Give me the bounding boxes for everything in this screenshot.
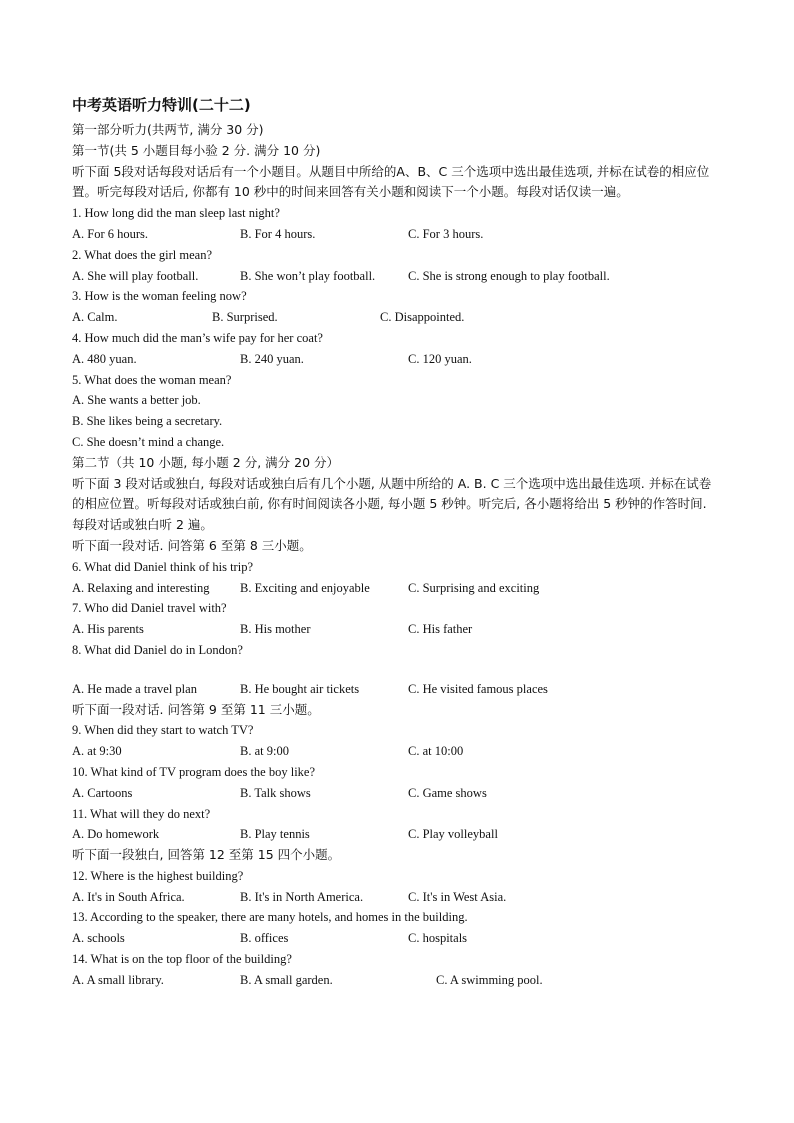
option-b[interactable]: B. His mother bbox=[240, 622, 311, 637]
option-a[interactable]: A. He made a travel plan bbox=[72, 681, 197, 696]
options-12 bbox=[72, 887, 722, 908]
section2-instructions: 听下面 3 段对话或独白, 每段对话或独白后有几个小题, 从题中所给的 A. B. C 三个选项中选出最佳选项. 并标在试卷的相应位置。听每段对话或独白前, 你有时间阅读各小题, 每小题 5 秒钟。听完后, 各小题将给出 5 秒钟的作答时间. 每段对话或独白听 2 遍。 bbox=[72, 475, 712, 533]
exam-page bbox=[72, 94, 722, 991]
option-a[interactable]: A. For 6 hours. bbox=[72, 226, 149, 241]
option-b[interactable]: B. 240 yuan. bbox=[240, 351, 304, 366]
options-1 bbox=[72, 224, 722, 245]
options-4 bbox=[72, 349, 722, 370]
question-8: 8. What did Daniel do in London? bbox=[72, 642, 243, 657]
exam-title: 中考英语听力特训(二十二) bbox=[72, 96, 251, 114]
option-c[interactable]: C. hospitals bbox=[408, 931, 468, 946]
option-c[interactable]: C. Disappointed. bbox=[380, 310, 465, 325]
options-10 bbox=[72, 783, 722, 804]
option-c[interactable]: C. His father bbox=[408, 622, 473, 637]
option-b[interactable]: B. It's in North America. bbox=[240, 889, 364, 904]
question-11: 11. What will they do next? bbox=[72, 806, 211, 821]
option-c[interactable]: C. 120 yuan. bbox=[408, 351, 472, 366]
question-5: 5. What does the woman mean? bbox=[72, 372, 232, 387]
option-c[interactable]: C. Surprising and exciting bbox=[408, 580, 540, 595]
question-4: 4. How much did the man’s wife pay for her coat? bbox=[72, 330, 323, 345]
group3-intro: 听下面一段独白, 回答第 12 至第 15 四个小题。 bbox=[72, 847, 341, 863]
question-6: 6. What did Daniel think of his trip? bbox=[72, 559, 253, 574]
option-b[interactable]: B. She likes being a secretary. bbox=[72, 414, 223, 429]
option-c[interactable]: C. She is strong enough to play football. bbox=[408, 268, 610, 283]
answer-gap bbox=[72, 661, 722, 679]
question-7: 7. Who did Daniel travel with? bbox=[72, 601, 227, 616]
option-a[interactable]: A. It's in South Africa. bbox=[72, 889, 185, 904]
option-b[interactable]: B. at 9:00 bbox=[240, 744, 289, 759]
question-2: 2. What does the girl mean? bbox=[72, 247, 213, 262]
option-c[interactable]: C. For 3 hours. bbox=[408, 226, 484, 241]
question-10: 10. What kind of TV program does the boy like? bbox=[72, 764, 316, 779]
option-b[interactable]: B. offices bbox=[240, 931, 289, 946]
option-c[interactable]: C. He visited famous places bbox=[408, 681, 548, 696]
section2-header: 第二节（共 10 小题, 每小题 2 分, 满分 20 分） bbox=[72, 454, 339, 470]
group2-intro: 听下面一段对话. 问答第 9 至第 11 三小题。 bbox=[72, 701, 320, 717]
part1-header: 第一部分听力(共两节, 满分 30 分) bbox=[72, 122, 264, 137]
option-a[interactable]: A. schools bbox=[72, 931, 125, 946]
option-a[interactable]: A. Do homework bbox=[72, 827, 160, 842]
question-14: 14. What is on the top floor of the building? bbox=[72, 952, 292, 967]
option-b[interactable]: B. For 4 hours. bbox=[240, 226, 316, 241]
option-c[interactable]: C. She doesn’t mind a change. bbox=[72, 434, 225, 449]
option-c[interactable]: C. at 10:00 bbox=[408, 744, 464, 759]
option-a[interactable]: A. Relaxing and interesting bbox=[72, 580, 210, 595]
option-a[interactable]: A. at 9:30 bbox=[72, 744, 122, 759]
option-a[interactable]: A. Calm. bbox=[72, 310, 118, 325]
question-12: 12. Where is the highest building? bbox=[72, 868, 244, 883]
option-c[interactable]: C. Game shows bbox=[408, 785, 487, 800]
question-1: 1. How long did the man sleep last night? bbox=[72, 206, 280, 221]
group1-intro: 听下面一段对话. 问答第 6 至第 8 三小题。 bbox=[72, 537, 312, 553]
option-a[interactable]: A. His parents bbox=[72, 622, 144, 637]
option-a[interactable]: A. A small library. bbox=[72, 972, 164, 987]
options-3 bbox=[72, 307, 722, 328]
option-a[interactable]: A. 480 yuan. bbox=[72, 351, 137, 366]
option-b[interactable]: B. She won’t play football. bbox=[240, 268, 376, 283]
question-13: 13. According to the speaker, there are many hotels, and homes in the building. bbox=[72, 910, 468, 925]
option-b[interactable]: B. Surprised. bbox=[212, 310, 278, 325]
options-13 bbox=[72, 928, 722, 949]
options-11 bbox=[72, 824, 722, 845]
option-a[interactable]: A. Cartoons bbox=[72, 785, 133, 800]
options-7 bbox=[72, 619, 722, 640]
options-2 bbox=[72, 266, 722, 287]
question-9: 9. When did they start to watch TV? bbox=[72, 723, 254, 738]
option-c[interactable]: C. It's in West Asia. bbox=[408, 889, 507, 904]
option-b[interactable]: B. Play tennis bbox=[240, 827, 310, 842]
option-c[interactable]: C. A swimming pool. bbox=[436, 972, 543, 987]
option-a[interactable]: A. She will play football. bbox=[72, 268, 199, 283]
options-9 bbox=[72, 741, 722, 762]
question-3: 3. How is the woman feeling now? bbox=[72, 289, 247, 304]
option-b[interactable]: B. Talk shows bbox=[240, 785, 311, 800]
option-a[interactable]: A. She wants a better job. bbox=[72, 393, 201, 408]
option-b[interactable]: B. Exciting and enjoyable bbox=[240, 580, 370, 595]
options-6 bbox=[72, 578, 722, 599]
options-8 bbox=[72, 679, 722, 700]
option-b[interactable]: B. A small garden. bbox=[240, 972, 333, 987]
section1-header: 第一节(共 5 小题目每小验 2 分. 满分 10 分) bbox=[72, 142, 321, 158]
options-14 bbox=[72, 970, 722, 991]
option-b[interactable]: B. He bought air tickets bbox=[240, 681, 360, 696]
option-c[interactable]: C. Play volleyball bbox=[408, 827, 498, 842]
section1-instructions: 听下面 5段对话每段对话后有一个小题目。从题目中所给的A、B、C 三个选项中选出最佳选项, 并标在试卷的相应位置。听完每段对话后, 你都有 10 秒中的时间来回答有关小题和阅读下一个小题。每段对话仅读一遍。 bbox=[72, 163, 710, 200]
